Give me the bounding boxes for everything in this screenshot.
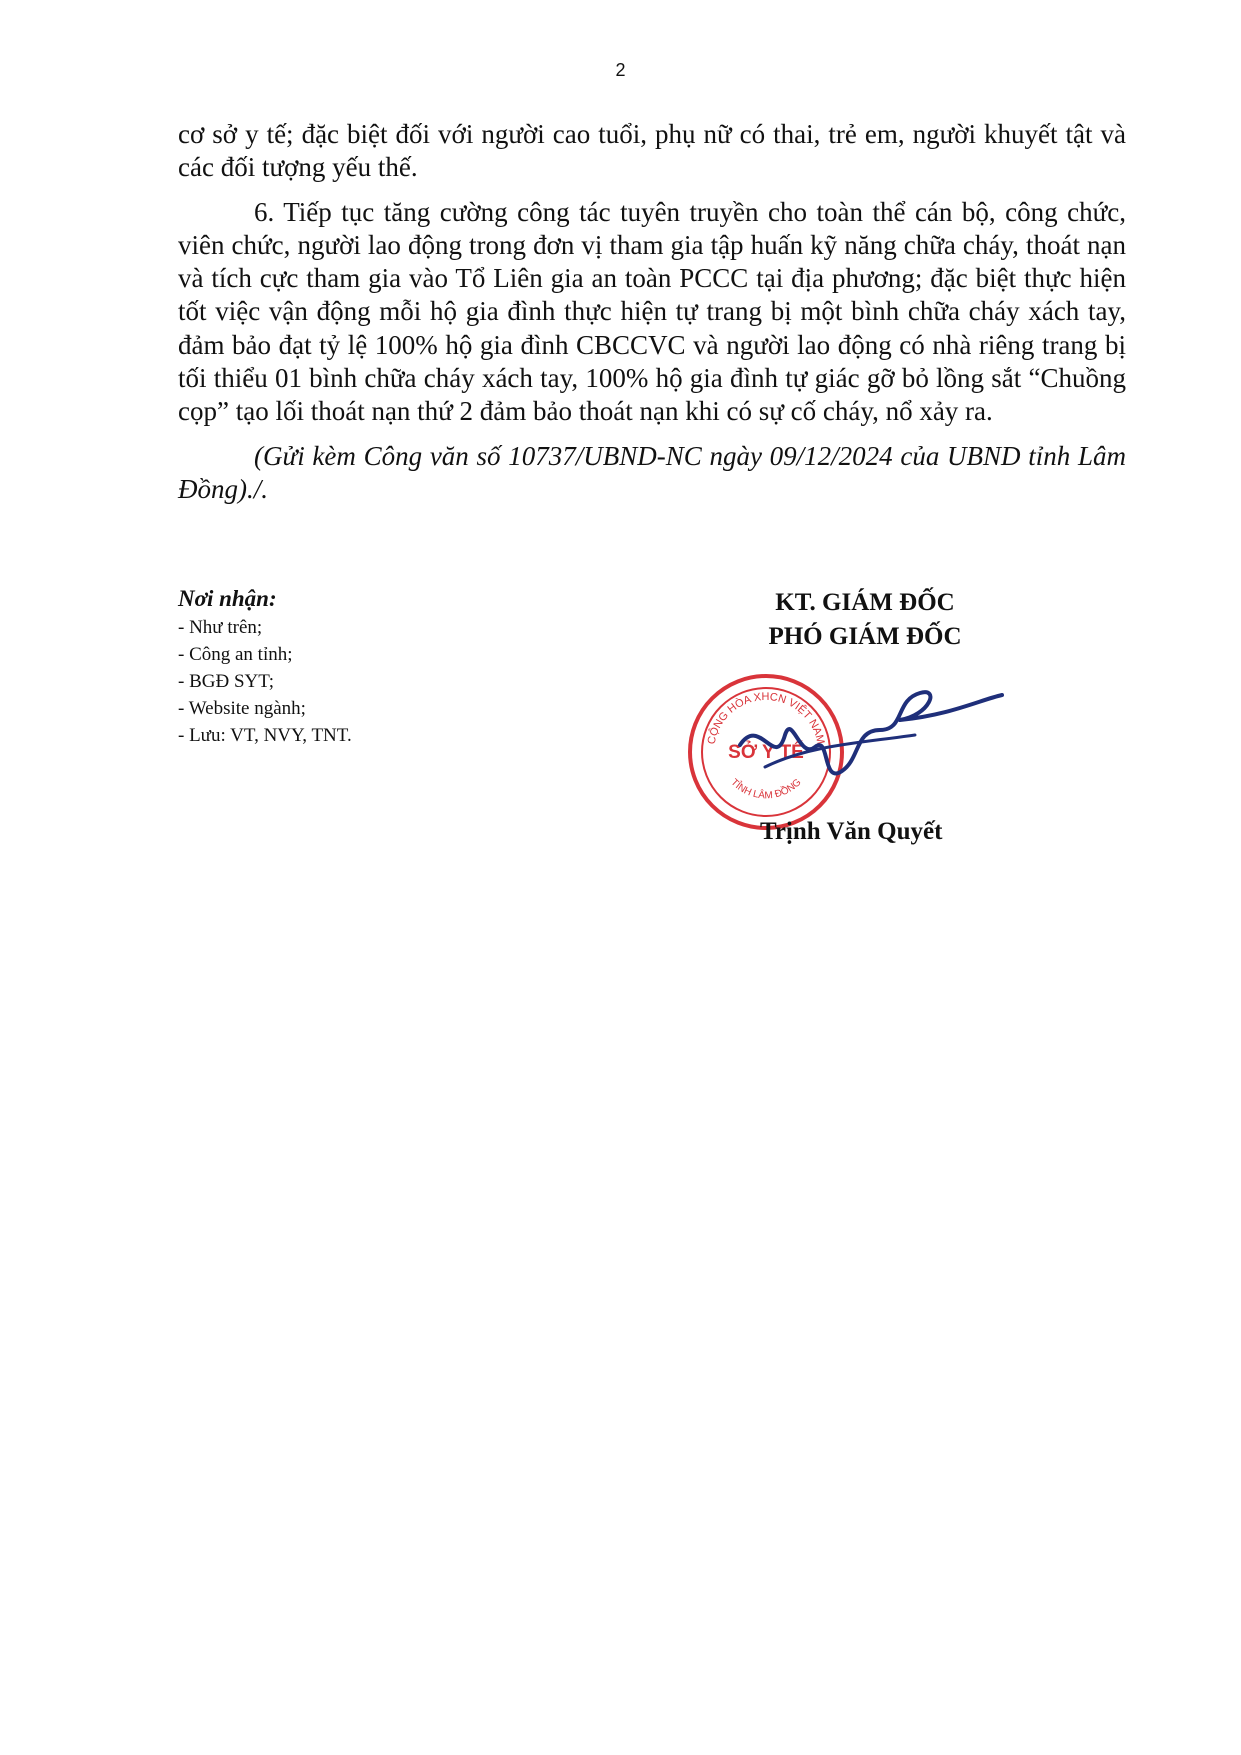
paragraph-continuation: cơ sở y tế; đặc biệt đối với người cao tuổi, phụ nữ có thai, trẻ em, người khuyết tật và các đối tượng yếu thế. (178, 119, 1126, 183)
page-number: 2 (615, 60, 626, 80)
recipients-title: Nơi nhận: (178, 586, 277, 611)
recipient-item: - Lưu: VT, NVY, TNT. (178, 725, 352, 746)
svg-text:TỈNH LÂM ĐỒNG: TỈNH LÂM ĐỒNG (728, 776, 804, 802)
svg-text:SỞ Y TẾ: SỞ Y TẾ (728, 742, 804, 763)
document-body (178, 118, 1126, 517)
recipients-block (178, 586, 538, 749)
signature-block (700, 586, 1030, 654)
recipient-item: - Website ngành; (178, 698, 306, 719)
signer-authority: KT. GIÁM ĐỐC (775, 589, 955, 616)
signer-title: PHÓ GIÁM ĐỐC (768, 623, 962, 650)
recipient-item: - Công an tỉnh; (178, 644, 293, 665)
paragraph-item-6: 6. Tiếp tục tăng cường công tác tuyên truyền cho toàn thể cán bộ, công chức, viên chức, người lao động trong đơn vị tham gia tập huấn kỹ năng chữa cháy, thoát nạn và tích cực tham gia vào Tổ Liên gia an toàn PCCC tại địa phương; đặc biệt thực hiện tốt việc vận động mỗi hộ gia đình thực hiện tự trang bị một bình chữa cháy xách tay, đảm bảo đạt tỷ lệ 100% hộ gia đình CBCCVC và người lao động có nhà riêng trang bị tối thiểu 01 bình chữa cháy xách tay, 100% hộ gia đình tự giác gỡ bỏ lồng sắt “Chuồng cọp” tạo lối thoát nạn thứ 2 đảm bảo thoát nạn khi có sự cố cháy, nổ xảy ra. (178, 196, 1126, 427)
recipient-item: - BGĐ SYT; (178, 671, 275, 692)
recipient-item: - Như trên; (178, 617, 263, 638)
attachment-note: (Gửi kèm Công văn số 10737/UBND-NC ngày 09/12/2024 của UBND tỉnh Lâm Đồng)./. (178, 440, 1126, 504)
handwritten-signature-icon (730, 675, 1010, 795)
signer-name: Trịnh Văn Quyết (760, 818, 943, 845)
svg-text:CỘNG HÒA XHCN VIỆT NAM: CỘNG HÒA XHCN VIỆT NAM (705, 690, 827, 746)
